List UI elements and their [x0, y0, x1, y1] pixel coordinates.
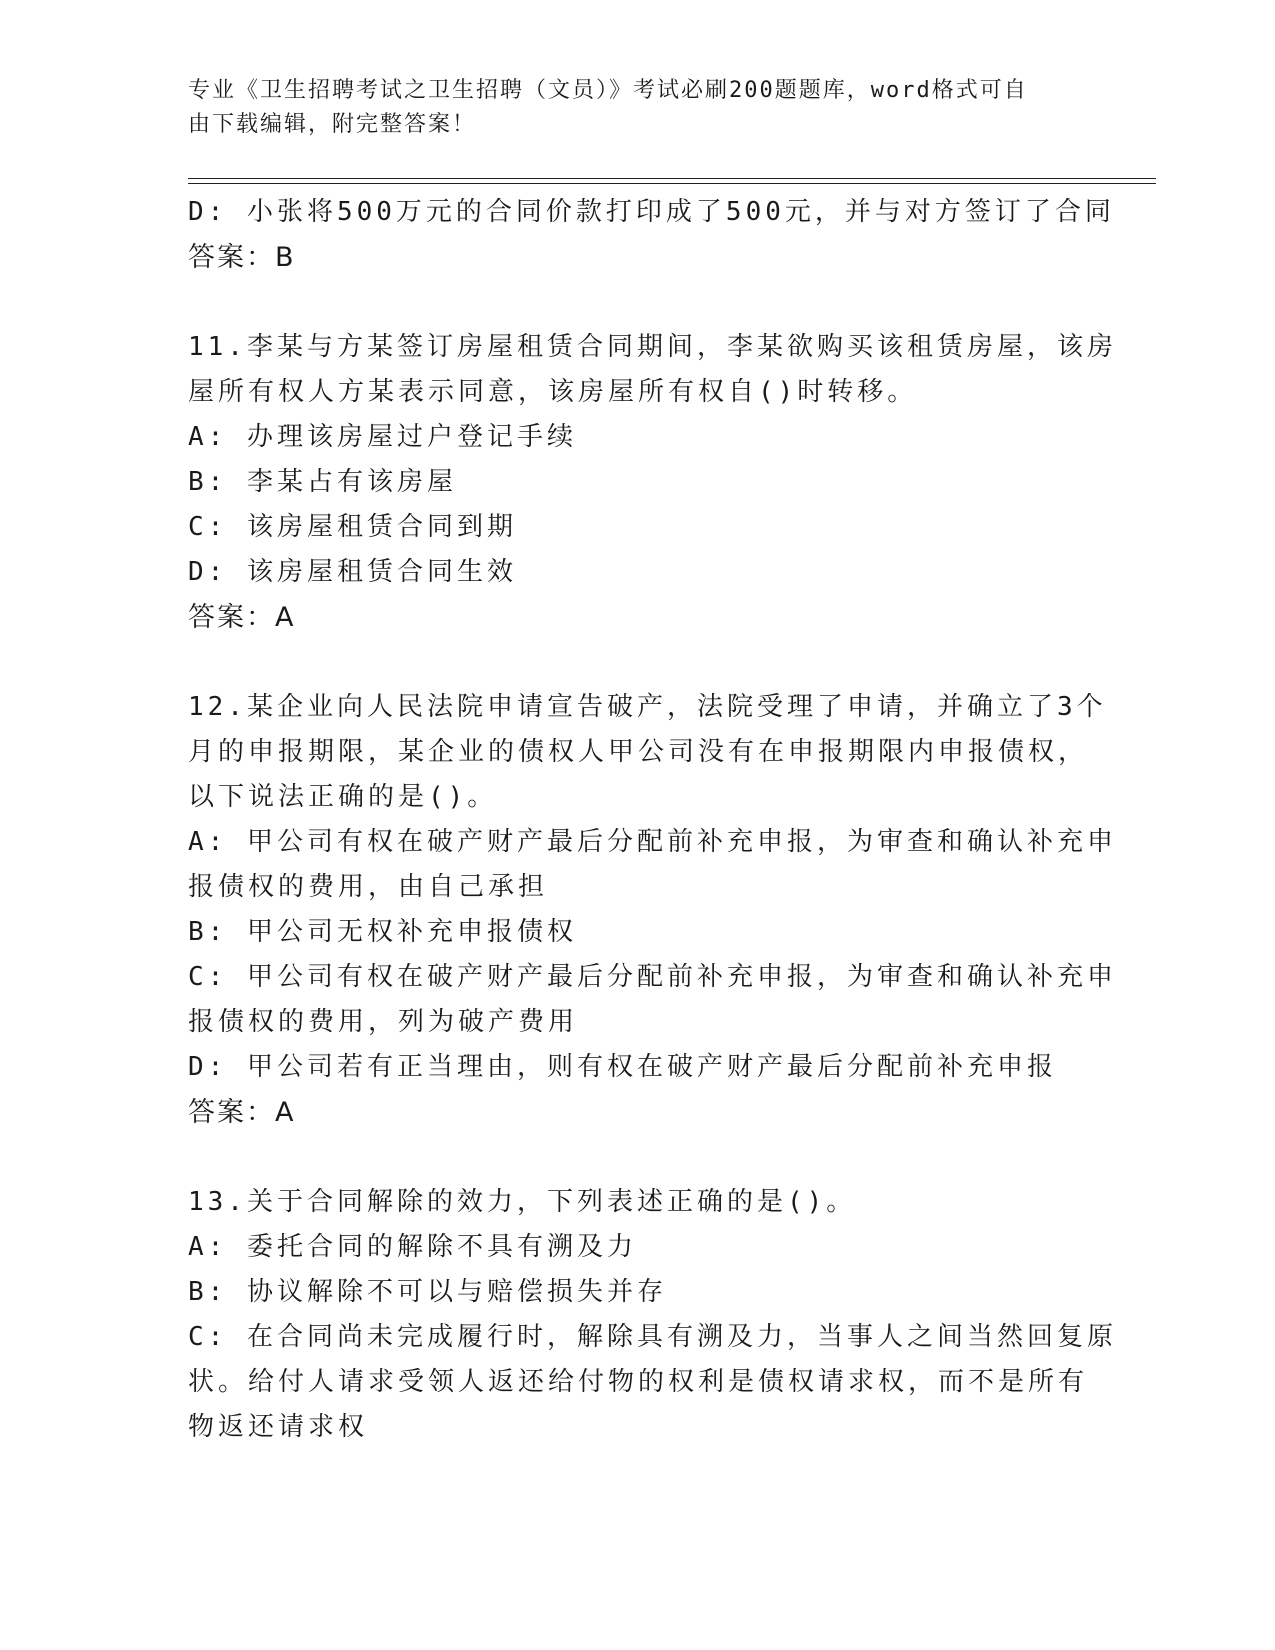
- question-12-option-c-line-2: 报债权的费用，列为破产费用: [188, 1007, 579, 1037]
- spacer: [188, 1135, 1088, 1180]
- question-12-option-c-line-1: C: 甲公司有权在破产财产最后分配前补充申报，为审查和确认补充申: [188, 962, 1117, 992]
- document-header: [188, 74, 1068, 142]
- question-12-option-d: D: 甲公司若有正当理由，则有权在破产财产最后分配前补充申报: [188, 1052, 1057, 1082]
- question-13: [188, 1180, 1117, 1450]
- question-13-option-a: A: 委托合同的解除不具有溯及力: [188, 1232, 637, 1262]
- question-12: [188, 685, 1117, 1135]
- header-line-2: 由下载编辑，附完整答案！: [188, 112, 477, 137]
- prev-question-option-d: D: 小张将500万元的合同价款打印成了500元，并与对方签订了合同: [188, 197, 1115, 227]
- header-line-1: 专业《卫生招聘考试之卫生招聘（文员）》考试必刷200题题库，word格式可自: [188, 78, 1028, 103]
- spacer: [188, 640, 1088, 685]
- question-12-stem-line-1: 12.某企业向人民法院申请宣告破产，法院受理了申请，并确立了3个: [188, 692, 1107, 722]
- question-12-stem-line-2: 月的申报期限，某企业的债权人甲公司没有在申报期限内申报债权，: [188, 737, 1089, 767]
- question-13-option-b: B: 协议解除不可以与赔偿损失并存: [188, 1277, 667, 1307]
- header-divider-top: [188, 178, 1156, 179]
- question-11-option-b: B: 李某占有该房屋: [188, 467, 457, 497]
- question-13-stem: 13.关于合同解除的效力，下列表述正确的是()。: [188, 1187, 857, 1217]
- question-11: [188, 325, 1117, 640]
- question-12-option-a-line-1: A: 甲公司有权在破产财产最后分配前补充申报，为审查和确认补充申: [188, 827, 1117, 857]
- question-11-option-a: A: 办理该房屋过户登记手续: [188, 422, 577, 452]
- question-12-option-b: B: 甲公司无权补充申报债权: [188, 917, 577, 947]
- question-12-option-a-line-2: 报债权的费用，由自己承担: [188, 872, 549, 902]
- question-13-option-c-line-2: 状。给付人请求受领人返还给付物的权利是债权请求权，而不是所有: [188, 1367, 1089, 1397]
- question-12-stem-line-3: 以下说法正确的是()。: [188, 782, 498, 812]
- question-content: [188, 190, 1117, 1450]
- question-11-option-d: D: 该房屋租赁合同生效: [188, 557, 517, 587]
- question-11-answer: 答案：A: [188, 602, 296, 633]
- question-12-answer: 答案：A: [188, 1097, 296, 1128]
- prev-question-answer: 答案：B: [188, 242, 296, 273]
- question-13-option-c-line-1: C: 在合同尚未完成履行时，解除具有溯及力，当事人之间当然回复原: [188, 1322, 1117, 1352]
- question-11-stem-line-2: 屋所有权人方某表示同意，该房屋所有权自()时转移。: [188, 377, 918, 407]
- question-13-option-c-line-3: 物返还请求权: [188, 1412, 369, 1442]
- question-11-stem-line-1: 11.李某与方某签订房屋租赁合同期间，李某欲购买该租赁房屋，该房: [188, 332, 1117, 362]
- header-divider-bottom: [188, 183, 1156, 184]
- question-11-option-c: C: 该房屋租赁合同到期: [188, 512, 517, 542]
- spacer: [188, 280, 1088, 325]
